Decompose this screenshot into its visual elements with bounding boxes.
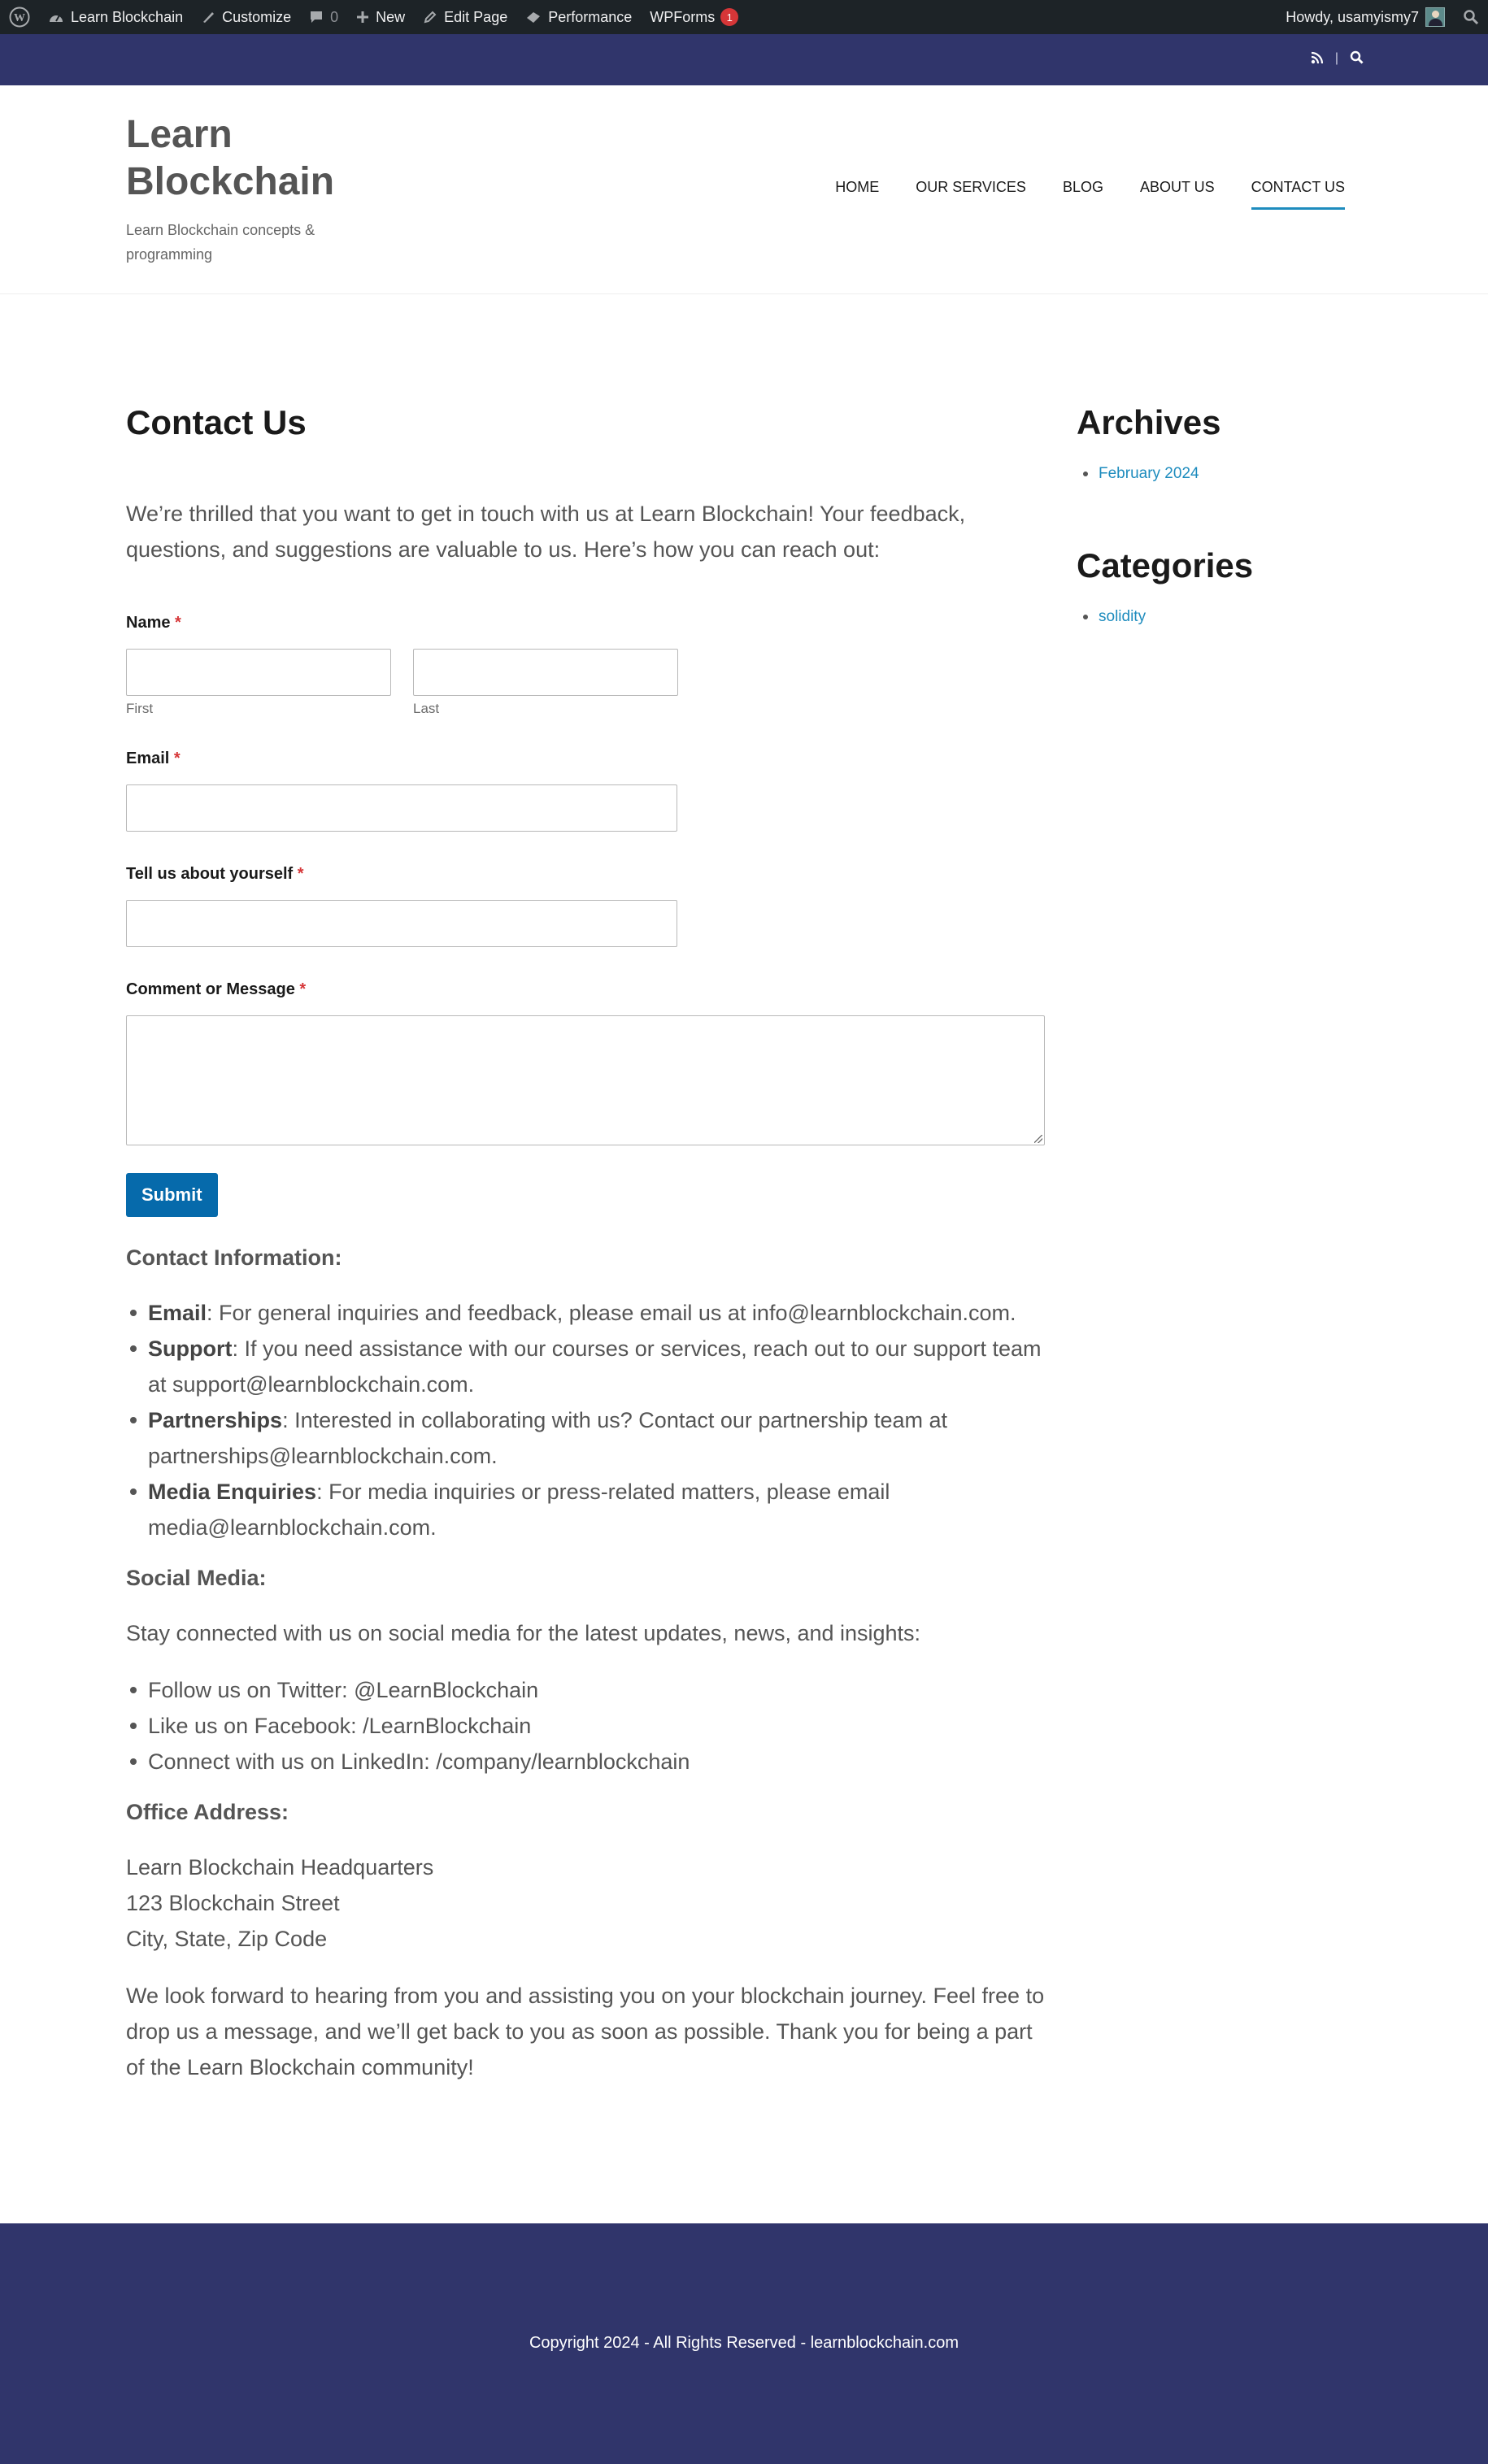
admin-new-label: New <box>376 8 406 25</box>
site-footer <box>0 2223 1488 2464</box>
nav-blog[interactable]: BLOG <box>1062 179 1103 195</box>
last-sublabel: Last <box>413 701 440 716</box>
last-name-field[interactable] <box>413 649 678 696</box>
admin-site-name-label: Learn Blockchain <box>71 8 184 25</box>
sidebar <box>1077 400 1363 629</box>
top-strip <box>0 34 1488 85</box>
archives-list <box>1077 462 1363 486</box>
admin-edit-page[interactable] <box>414 0 516 34</box>
admin-comments-count: 0 <box>330 8 339 25</box>
nav-our-services[interactable]: OUR SERVICES <box>916 179 1026 195</box>
required-mark: * <box>299 980 307 998</box>
contact-form <box>126 611 1045 1217</box>
admin-my-account[interactable] <box>1277 0 1454 34</box>
social-list <box>126 1672 1045 1780</box>
admin-customize-label: Customize <box>222 8 292 25</box>
site-tagline: Learn Blockchain concepts & programming <box>126 222 315 263</box>
required-mark: * <box>173 750 181 767</box>
submit-button[interactable]: Submit <box>126 1173 218 1217</box>
divider: | <box>1334 51 1338 65</box>
search-icon[interactable] <box>1350 50 1364 67</box>
name-label: Name * <box>126 614 181 632</box>
wordpress-icon <box>9 7 30 28</box>
first-name-field[interactable] <box>126 649 391 696</box>
nav-home[interactable]: HOME <box>835 179 880 195</box>
admin-performance[interactable] <box>516 0 641 34</box>
plus-icon <box>356 11 369 24</box>
comment-icon <box>309 10 324 24</box>
list-item: Connect with us on LinkedIn: /company/learnblockchain <box>126 1744 1045 1780</box>
page-title: Contact Us <box>126 403 307 441</box>
list-item: Support: If you need assistance with our courses or services, reach out to our support team at support@learnblockchain.com. <box>126 1331 1045 1402</box>
admin-bar <box>0 0 1488 34</box>
notification-badge: 1 <box>720 8 738 26</box>
admin-wpforms-label: WPForms <box>650 8 716 25</box>
message-label: Comment or Message * <box>126 980 307 998</box>
contact-info-heading: Contact Information: <box>126 1245 342 1270</box>
admin-customize[interactable] <box>192 0 300 34</box>
svg-text:W: W <box>14 12 25 24</box>
admin-edit-page-label: Edit Page <box>444 8 508 25</box>
contact-info-list <box>126 1295 1045 1545</box>
list-item: Media Enquiries: For media inquiries or press-related matters, please email media@learnblockchain.com. <box>126 1474 1045 1545</box>
list-item: Follow us on Twitter: @LearnBlockchain <box>126 1672 1045 1708</box>
nav-contact-us[interactable]: CONTACT US <box>1251 179 1345 210</box>
archives-title: Archives <box>1077 403 1221 441</box>
closing-paragraph: We look forward to hearing from you and assisting you on your blockchain journey. Feel free to drop us a message, and we’ll get back to you as soon as possible. Thank you for being a part of the Learn Blockchain community! <box>126 1984 1045 2079</box>
admin-new[interactable] <box>347 0 414 34</box>
social-intro: Stay connected with us on social media for the latest updates, news, and insights: <box>126 1621 921 1645</box>
address-line: Learn Blockchain Headquarters <box>126 1855 434 1880</box>
categories-title: Categories <box>1077 546 1254 584</box>
list-item: Like us on Facebook: /LearnBlockchain <box>126 1708 1045 1744</box>
wordpress-logo-button[interactable] <box>0 0 39 34</box>
brush-icon <box>201 10 215 24</box>
address-line: City, State, Zip Code <box>126 1927 328 1951</box>
search-icon <box>1463 9 1479 25</box>
admin-search-button[interactable] <box>1454 0 1488 34</box>
list-item: Partnerships: Interested in collaborating with us? Contact our partnership team at partnerships@learnblockchain.com. <box>126 1402 1045 1474</box>
site-title[interactable]: Learn Blockchain <box>126 113 335 203</box>
admin-site-name[interactable] <box>39 0 192 34</box>
admin-comments[interactable] <box>300 0 347 34</box>
site-header <box>0 85 1488 294</box>
main-content <box>126 400 1045 2085</box>
copyright-text: Copyright 2024 - All Rights Reserved - learnblockchain.com <box>529 2334 959 2352</box>
list-item: Email: For general inquiries and feedback, please email us at info@learnblockchain.com. <box>126 1295 1045 1331</box>
email-label: Email * <box>126 750 181 767</box>
main-nav <box>798 179 1345 210</box>
first-sublabel: First <box>126 701 154 716</box>
required-mark: * <box>175 614 181 632</box>
office-address <box>126 1849 1045 1957</box>
avatar <box>1425 7 1445 27</box>
performance-icon <box>525 10 542 24</box>
about-field[interactable] <box>126 900 677 947</box>
rss-icon[interactable] <box>1311 51 1324 67</box>
office-heading: Office Address: <box>126 1800 289 1824</box>
social-heading: Social Media: <box>126 1566 267 1590</box>
about-label: Tell us about yourself * <box>126 865 304 883</box>
nav-about-us[interactable]: ABOUT US <box>1139 179 1215 195</box>
message-textarea[interactable] <box>126 1015 1045 1145</box>
admin-performance-label: Performance <box>548 8 633 25</box>
archive-link[interactable]: February 2024 <box>1077 462 1363 486</box>
dashboard-icon <box>48 11 64 24</box>
address-line: 123 Blockchain Street <box>126 1891 340 1915</box>
howdy-label: Howdy, usamyismy7 <box>1286 8 1419 25</box>
required-mark: * <box>297 865 304 883</box>
admin-wpforms[interactable] <box>641 0 747 34</box>
intro-paragraph: We’re thrilled that you want to get in touch with us at Learn Blockchain! Your feedback, questions, and suggestions are valuable to us. Here’s how you can reach out: <box>126 502 966 562</box>
category-link[interactable]: solidity <box>1077 605 1363 629</box>
categories-list <box>1077 605 1363 629</box>
email-field[interactable] <box>126 784 677 832</box>
pencil-icon <box>423 10 437 24</box>
